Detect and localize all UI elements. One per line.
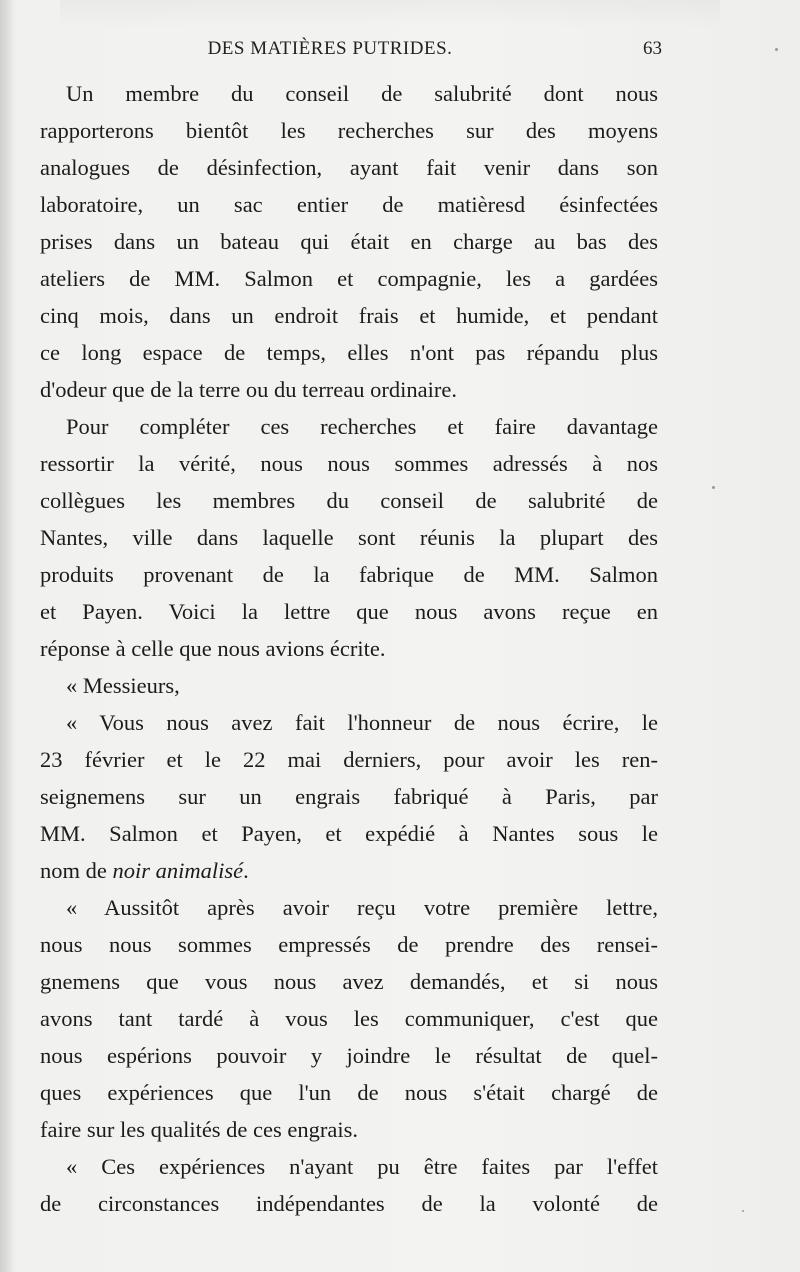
text-segment: Nantes, ville dans laquelle sont réunis la plupart des [40,525,658,550]
text-segment: seignemens sur un engrais fabriqué à Paris, par [40,784,658,809]
gutter-shadow [0,0,14,1272]
text-line [40,186,658,223]
paper-speck [775,48,778,51]
running-title: DES MATIÈRES PUTRIDES. [207,38,453,59]
text-line [40,852,658,889]
text-segment: « Vous nous avez fait l'honneur de nous écrire, le [66,710,658,735]
text-segment: ateliers de MM. Salmon et compagnie, les a gardées [40,266,658,291]
text-line [40,75,658,112]
text-line [40,149,658,186]
text-segment: « Ces expériences n'ayant pu être faites par l'effet [66,1154,658,1179]
text-segment: produits provenant de la fabrique de MM. Salmon [40,562,658,587]
text-line [40,926,658,963]
text-segment: MM. Salmon et Payen, et expédié à Nantes sous le [40,821,658,846]
text-line [40,482,658,519]
text-line [40,815,658,852]
text-line [40,630,658,667]
paper-speck [712,486,715,489]
text-segment: nous nous sommes empressés de prendre des rensei- [40,932,658,957]
text-segment: de circonstances indépendantes de la volonté de [40,1191,658,1216]
paper-speck [742,1210,744,1212]
body-text [40,75,658,1222]
text-segment: 23 février et le 22 mai derniers, pour avoir les ren- [40,747,658,772]
text-segment: réponse à celle que nous avions écrite. [40,636,386,661]
text-segment: rapporterons bientôt les recherches sur des moyens [40,118,658,143]
text-segment: prises dans un bateau qui était en charge au bas des [40,229,658,254]
text-segment: collègues les membres du conseil de salubrité de [40,488,658,513]
italic-term: noir animalisé [112,858,244,883]
text-line [40,778,658,815]
text-line [40,593,658,630]
text-segment: « Aussitôt après avoir reçu votre première lettre, [66,895,658,920]
text-segment: faire sur les qualités de ces engrais. [40,1117,358,1142]
text-line [40,223,658,260]
text-segment: avons tant tardé à vous les communiquer, c'est que [40,1006,658,1031]
text-line [40,371,658,408]
text-line [40,704,658,741]
text-line [40,519,658,556]
page-number: 63 [643,38,662,59]
text-line [40,1000,658,1037]
text-segment: ressortir la vérité, nous nous sommes adressés à nos [40,451,658,476]
text-line [40,741,658,778]
text-line [40,556,658,593]
text-segment: . [243,858,249,883]
text-line [40,334,658,371]
text-line [40,260,658,297]
text-line [40,1185,658,1222]
text-line [40,297,658,334]
text-segment: gnemens que vous nous avez demandés, et si nous [40,969,658,994]
text-line [40,889,658,926]
text-segment: analogues de désinfection, ayant fait venir dans son [40,155,658,180]
text-segment: ce long espace de temps, elles n'ont pas répandu plus [40,340,658,365]
text-line [40,408,658,445]
text-line [40,445,658,482]
text-segment: cinq mois, dans un endroit frais et humide, et pendant [40,303,658,328]
text-line [40,1111,658,1148]
text-segment: « Messieurs, [66,673,180,698]
text-line [40,112,658,149]
text-segment: Pour compléter ces recherches et faire davantage [66,414,658,439]
text-segment: laboratoire, un sac entier de matièresd ésinfectées [40,192,658,217]
text-segment: nous espérions pouvoir y joindre le résultat de quel- [40,1043,658,1068]
text-segment: ques expériences que l'un de nous s'était chargé de [40,1080,658,1105]
text-line [40,1037,658,1074]
text-line [40,1148,658,1185]
text-segment: et Payen. Voici la lettre que nous avons reçue en [40,599,658,624]
text-line [40,667,658,704]
text-segment: nom de [40,858,113,883]
text-line [40,1074,658,1111]
text-segment: Un membre du conseil de salubrité dont nous [66,81,658,106]
text-line [40,963,658,1000]
text-segment: d'odeur que de la terre ou du terreau ordinaire. [40,377,457,402]
show-through-bleed [60,0,720,28]
